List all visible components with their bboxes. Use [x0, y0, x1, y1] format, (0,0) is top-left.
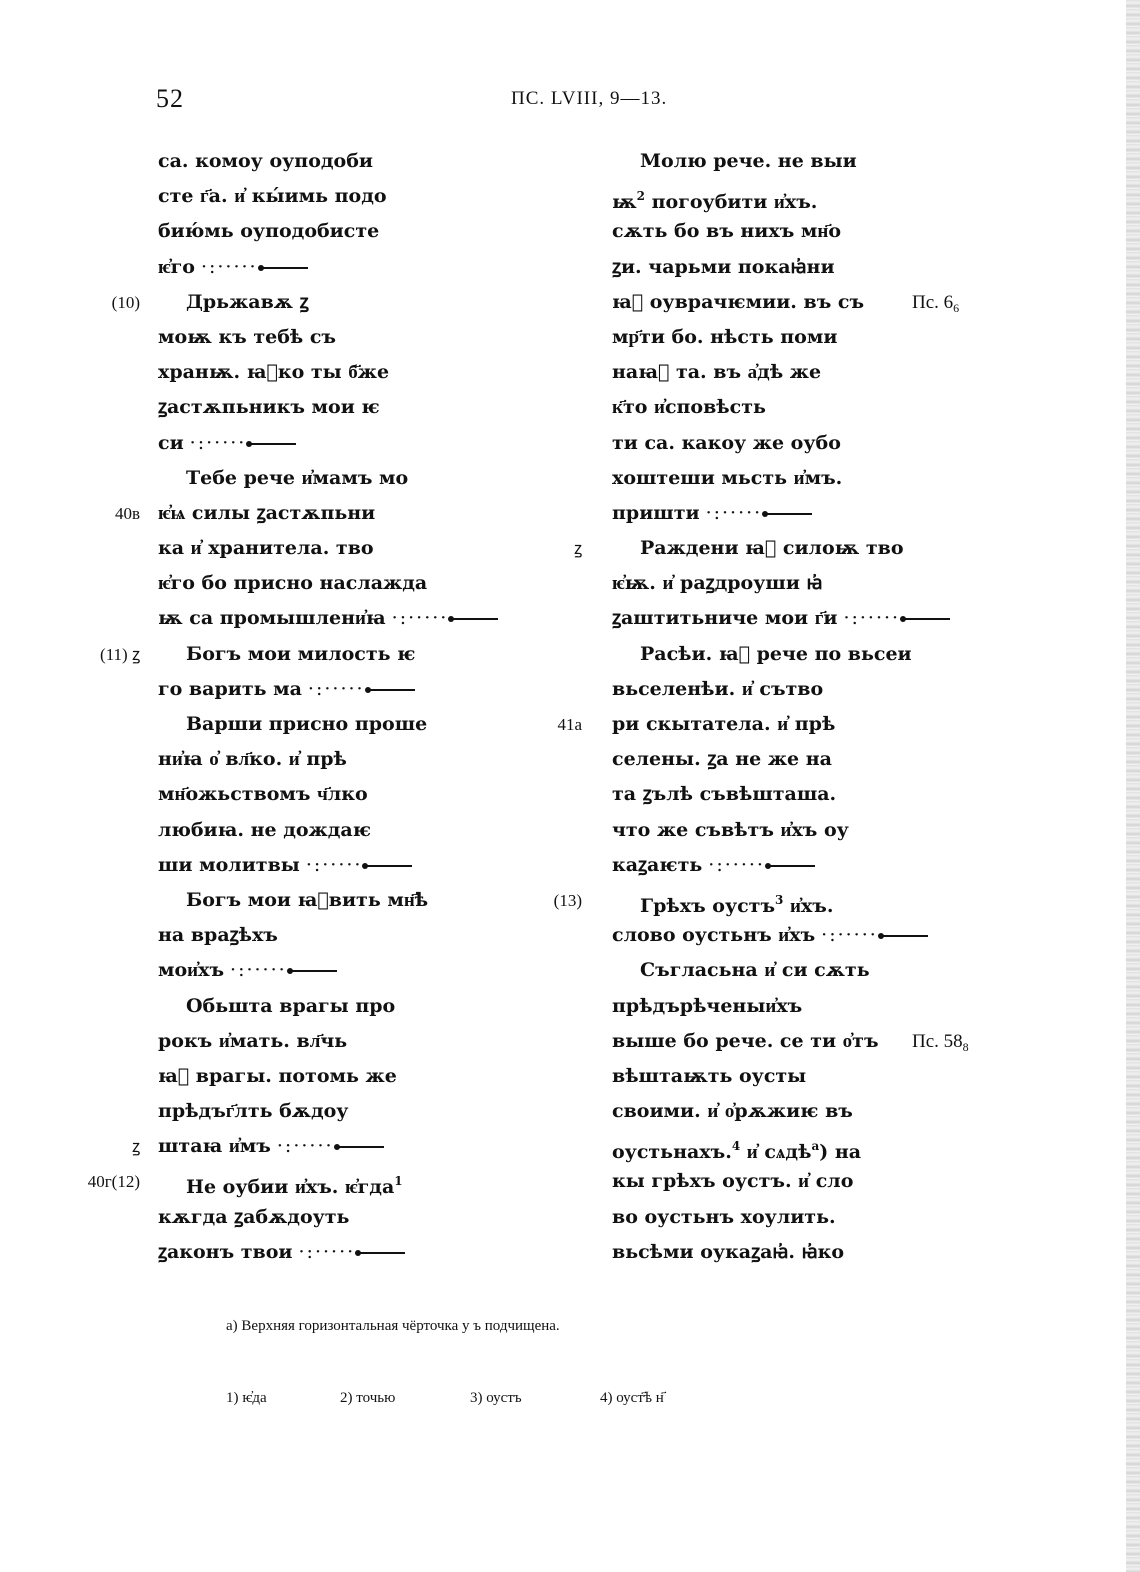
verse-end-dash-icon [359, 1252, 405, 1254]
line-text: Грѣхъ оустъ [640, 894, 776, 917]
line-text: выше бо рече. се ти о҆тъ [612, 1029, 879, 1052]
text-line [158, 601, 558, 636]
line-text: го варить ма [158, 677, 302, 700]
text-line [158, 953, 558, 988]
footnote-ref: a [811, 1139, 820, 1154]
verse-end-ornament-icon: ·:····· [705, 501, 763, 524]
psalm-cross-reference: Пс. $58_8$ [912, 1030, 969, 1054]
margin-marker: 41а [557, 715, 582, 734]
line-text-tail: погоубити и҆хъ. [645, 191, 818, 214]
line-text-tail: и҆ сѧдѣ [740, 1141, 812, 1164]
verse-end-ornament-icon: ·:····· [298, 1240, 356, 1263]
line-text: Тебе рече и҆мамъ мо [186, 466, 409, 489]
footnote-1: 1) ѥ҆да [226, 1390, 267, 1406]
verse-end-dash-icon [769, 865, 815, 867]
text-line [612, 250, 1012, 285]
text-line [612, 1024, 1012, 1059]
margin-marker: 40г(12) [87, 1172, 140, 1192]
text-line [612, 918, 1012, 953]
text-line [158, 320, 558, 355]
line-text: Раждени ꙗ҆ силоѭ тво [640, 537, 904, 560]
text-line [612, 1094, 1012, 1129]
line-text: слово оустьнъ и҆хъ [612, 924, 816, 947]
line-text: мои҆хъ [158, 959, 225, 982]
verse-end-dash-icon [366, 865, 412, 867]
line-text: к҃то и҆сповѣсть [612, 396, 766, 419]
line-text: бию́мь оуподобисте [158, 220, 380, 243]
line-text: ѥ҆ѩ силы ꙁастѫпьни [158, 501, 376, 524]
verse-end-dash-icon [262, 267, 308, 269]
text-line [612, 496, 1012, 531]
verse-end-ornament-icon: ·:····· [200, 255, 258, 278]
line-text: прѣдъг҃лть бѫдоу [158, 1100, 349, 1123]
text-line [100, 637, 558, 672]
footnote-ref: 1 [394, 1174, 403, 1189]
text-line [612, 848, 1012, 883]
text-line [158, 1059, 558, 1094]
text-line [158, 214, 558, 249]
line-text: селены. ꙁа не же на [612, 748, 832, 771]
margin-marker: ꙁ [131, 1137, 140, 1157]
line-text: Не оубии и҆хъ. ѥ҆гда [186, 1176, 395, 1199]
text-line [87, 1164, 558, 1199]
text-line [612, 214, 1012, 249]
text-line [158, 813, 558, 848]
text-line [131, 1129, 558, 1164]
margin-marker: (13) [553, 890, 582, 910]
verse-end-ornament-icon: ·:····· [307, 677, 365, 700]
verse-end-dash-icon [766, 513, 812, 515]
line-text: Богъ мои милость ѥ [186, 642, 416, 665]
text-line [158, 1094, 558, 1129]
text-line [612, 813, 1012, 848]
footnote-3: 3) оустъ [470, 1390, 522, 1406]
line-text: ꙁи. чарьми покаꙗ҆ни [612, 255, 835, 278]
text-line [612, 672, 1012, 707]
text-line [114, 496, 558, 531]
verse-end-ornament-icon: ·:····· [708, 853, 765, 876]
line-text: любиꙗ. не дождаѥ [158, 818, 372, 841]
footnote-ref: 4 [731, 1139, 741, 1154]
psalm-verse-subscript: 8 [962, 1039, 969, 1054]
footnote-4: 4) оуст҃ѣ н҃ [600, 1390, 664, 1406]
right-text-column [553, 144, 1012, 1270]
text-line [612, 953, 1012, 988]
text-line [158, 742, 558, 777]
text-line [612, 144, 1012, 179]
verse-end-ornament-icon: ·:····· [276, 1135, 334, 1158]
line-text: ꙗ҆ оуврачѥмии. въ съ [612, 290, 865, 313]
text-line [158, 250, 558, 285]
running-head: ПС. LVIII, 9—13. [511, 88, 668, 109]
text-line [612, 989, 1012, 1024]
line-text: ти са. какоу же оубо [612, 431, 841, 454]
line-text: пришти [612, 501, 700, 524]
text-line [612, 461, 1012, 496]
line-text: во оустьнъ хоулить. [612, 1205, 836, 1228]
psalm-verse-subscript: 6 [953, 300, 960, 315]
text-line [612, 1129, 1012, 1164]
line-text: каꙁаѥть [612, 853, 703, 876]
line-text: Варши присно проше [186, 713, 428, 735]
verse-end-dash-icon [452, 618, 498, 620]
line-text: Дрьжавѫ ꙁ [186, 290, 309, 313]
text-line [158, 566, 558, 601]
text-line [612, 355, 1012, 390]
text-line [612, 426, 1012, 461]
text-line [557, 707, 1012, 742]
line-text: вѣштаѭть оусты [612, 1064, 807, 1087]
line-text: Обьшта врагы про [186, 994, 396, 1017]
verse-end-dash-icon [250, 443, 296, 445]
verse-end-ornament-icon: ·:····· [843, 607, 901, 630]
line-text: вьсѣми оукаꙁаꙗ҆. ꙗ҆ко [612, 1240, 845, 1263]
line-text: ка и҆ хранитела. тво [158, 537, 374, 560]
verse-end-ornament-icon: ·:····· [230, 959, 287, 982]
line-text: ѥ҆ѭ. и҆ раꙁдроуши ꙗ҆ [612, 572, 823, 595]
margin-marker: (11) ꙁ [100, 644, 140, 664]
text-line [612, 1059, 1012, 1094]
line-text: моѭ къ тебѣ съ [158, 325, 337, 348]
text-line [158, 1200, 558, 1235]
verse-end-dash-icon [338, 1146, 384, 1148]
verse-end-ornament-icon: ·:····· [821, 924, 878, 947]
line-text: Расѣи. ꙗ҆ рече по вьсеи [640, 642, 912, 665]
line-text: ни҆ꙗ о҆ вл҃ко. и҆ прѣ [158, 748, 347, 771]
line-text: кы грѣхъ оустъ. и҆ сло [612, 1170, 854, 1193]
text-line [612, 285, 1012, 320]
line-text: Съгласьна и҆ си сѫть [640, 959, 870, 982]
line-text: ѭ са промышлени҆ꙗ [158, 607, 386, 630]
text-line [158, 144, 558, 179]
line-text: на враꙁѣхъ [158, 924, 278, 947]
footnote-a: а) Верхняя горизонтальная чёрточка у ъ подчищена. [226, 1318, 560, 1334]
text-line [612, 390, 1012, 425]
verse-end-dash-icon [882, 935, 928, 937]
text-line [612, 1235, 1012, 1270]
line-text: са. комоу оуподоби [158, 150, 373, 172]
line-text: ши молитвы [158, 853, 300, 876]
verse-end-ornament-icon: ·:····· [391, 607, 449, 630]
verse-end-dash-icon [291, 970, 337, 972]
line-text: Богъ мои ꙗ҆вить мн҃ѣ [186, 888, 429, 911]
line-text: та ꙁълѣ съвѣшташа. [612, 783, 837, 806]
line-text: прѣдърѣченыи҆хъ [612, 994, 803, 1017]
line-text: наꙗ҆ та. въ а҆дѣ же [612, 361, 822, 384]
text-line [158, 1024, 558, 1059]
margin-marker: ꙁ [573, 539, 582, 559]
text-line [158, 1235, 558, 1270]
line-text: ꙁаконъ твои [158, 1240, 293, 1263]
line-text: ри скытатела. и҆ прѣ [612, 713, 836, 735]
line-text: хранѭ. ꙗ҆ко ты б҃же [158, 361, 390, 384]
text-line [158, 426, 558, 461]
text-line [573, 531, 1012, 566]
line-text: мр҃ти бо. нѣсть поми [612, 325, 838, 348]
line-text-tail: и҆хъ. [783, 894, 834, 917]
footnote-ref: 3 [775, 892, 784, 907]
footnote-list [226, 1390, 664, 1407]
text-line [612, 566, 1012, 601]
text-line [612, 179, 1012, 214]
text-line [158, 848, 558, 883]
line-text: мн҃ожьствомъ ч҃лко [158, 783, 368, 806]
text-line [612, 601, 1012, 636]
line-text: штаꙗ и҆мъ [158, 1135, 271, 1158]
text-line [553, 883, 1012, 918]
verse-end-ornament-icon: ·:····· [305, 853, 363, 876]
line-text: ѭ [612, 191, 637, 214]
line-text: кѫгда ꙁабѫдоуть [158, 1205, 350, 1228]
verse-end-dash-icon [369, 689, 415, 691]
text-line [158, 179, 558, 214]
page-edge-shadow [1126, 0, 1140, 1572]
text-line [612, 742, 1012, 777]
text-line [158, 989, 558, 1024]
text-line [158, 355, 558, 390]
line-text: си [158, 431, 184, 454]
footnote-2: 2) точью [340, 1390, 396, 1406]
line-text: рокъ и҆мать. вл҃чь [158, 1029, 348, 1052]
margin-marker: 40в [114, 503, 140, 523]
verse-end-dash-icon [904, 618, 950, 620]
line-text: своими. и҆ о҆рѫжиѥ въ [612, 1100, 853, 1123]
text-line [158, 461, 558, 496]
line-text: что же съвѣтъ и҆хъ оу [612, 818, 849, 841]
line-text: ѥ҆го бо присно наслажда [158, 572, 428, 595]
text-line [612, 1200, 1012, 1235]
text-line [612, 777, 1012, 812]
line-text: сте г҃а. и҆ кы́имь подо [158, 185, 387, 208]
line-text: ѥ҆го [158, 255, 195, 278]
text-line [158, 918, 558, 953]
margin-marker: (10) [111, 292, 140, 312]
line-text-tail: ) на [819, 1141, 862, 1164]
line-text: хоштеши мьсть и҆мъ. [612, 466, 843, 489]
line-text: оустьнахъ. [612, 1141, 732, 1164]
footnote-ref: 2 [636, 189, 646, 204]
line-text: вьселенѣи. и҆ сътво [612, 677, 824, 700]
line-text: ꙁаштитьниче мои г҃и [612, 607, 838, 630]
verse-end-ornament-icon: ·:····· [189, 431, 247, 454]
line-text: сѫть бо въ нихъ мн҃о [612, 220, 842, 243]
text-line [158, 390, 558, 425]
psalm-cross-reference: Пс. $6_6$ [912, 291, 960, 315]
page-number: 52 [156, 84, 184, 113]
line-text: ꙗ҆ врагы. потомь же [158, 1064, 397, 1087]
text-line [612, 637, 1012, 672]
text-line [612, 1164, 1012, 1199]
line-text: ꙁастѫпьникъ мои ѥ [158, 396, 380, 419]
text-line [158, 672, 558, 707]
line-text: Молю рече. не выи [640, 150, 857, 172]
text-line [158, 777, 558, 812]
text-line [612, 320, 1012, 355]
text-line [111, 285, 558, 320]
